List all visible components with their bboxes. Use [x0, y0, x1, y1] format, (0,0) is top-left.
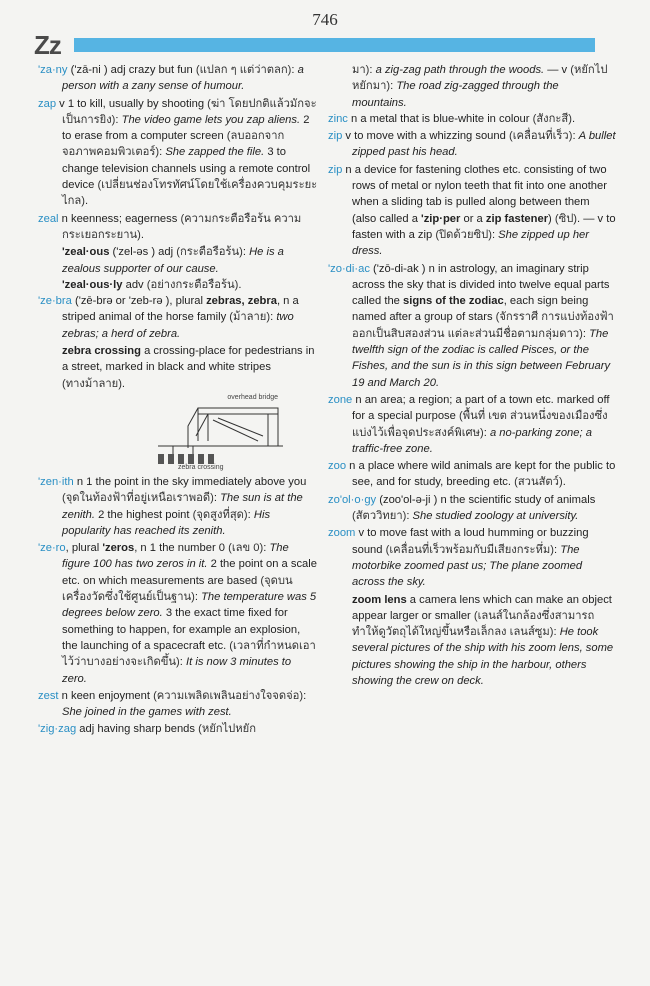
plural-form: zebras, zebra	[206, 295, 277, 308]
thai-gloss: (ม้าลาย)	[229, 311, 271, 324]
entry-zip-noun	[328, 162, 616, 260]
sep: :	[553, 626, 560, 639]
sep: .	[238, 278, 242, 291]
definition: , plural	[65, 542, 103, 555]
definition: a crossing-place for pedestrians in a street, marked in black and white stripes	[62, 345, 315, 374]
example: It is now 3 minutes to zero.	[62, 656, 292, 685]
entry-zinc	[328, 111, 616, 127]
example: She studied zoology at university.	[412, 510, 579, 523]
definition: n a metal that is blue-white in colour	[347, 112, 533, 125]
example: The figure 100 has two zeros in it.	[62, 542, 289, 571]
thai-gloss: (เปลี่ยนช่องโทรทัศน์โดยใช้เครื่องควบคุมระยะไกล)	[62, 179, 318, 208]
example: a zig-zag path through the woods.	[375, 64, 545, 76]
definition: )	[548, 212, 555, 225]
left-column	[38, 62, 318, 739]
sep: .	[121, 377, 126, 390]
example: He took several pictures of the ship with his zoom lens, some pictures showing the ship in the harbour, others showing the crew on deck.	[352, 626, 614, 687]
headword: 'zo·di·ac	[328, 262, 370, 275]
definition: 2 the highest point	[94, 508, 193, 521]
variant-form: 'zip·per	[421, 212, 461, 225]
definition: 2 the point on a scale etc. on which measurements are based	[62, 558, 317, 587]
sep: :	[303, 689, 307, 702]
letter-heading: Zz	[34, 30, 61, 60]
definition: , each sign being named after a group of stars	[352, 295, 589, 324]
definition: a camera lens which can make an object appear larger or smaller	[352, 593, 612, 622]
example: She zapped the file.	[165, 146, 265, 159]
definition: n a place where wild animals are kept for the public to see, and for study, breeding etc.	[346, 460, 616, 489]
sep: :	[194, 591, 202, 604]
headword: 'zig·zag	[38, 723, 77, 736]
entry-zip-verb	[328, 128, 616, 161]
definition: 3 to change television channels using a remote control device	[62, 146, 311, 192]
headword: zoom	[328, 527, 356, 540]
thai-gloss: (หยักไปหยักมา)	[352, 64, 608, 93]
definition: — v	[544, 64, 571, 76]
definition: n an area; a region; a part of a town etc. marked off for a special purpose	[352, 393, 610, 423]
thai-gloss: (พื้นที่ เขต ส่วนหนึ่งของเมืองซึ่งแบ่งไว้เพื่อจุดประสงค์พิเศษ)	[352, 410, 608, 439]
entry-zany	[38, 62, 318, 95]
headword: zeal	[38, 212, 59, 225]
example: She joined in the games with zest.	[62, 706, 232, 719]
sep: .	[571, 112, 576, 125]
sep: :	[582, 327, 590, 340]
example: His popularity has reached its zenith.	[62, 508, 271, 537]
headword: 'zen·ith	[38, 475, 74, 488]
definition: . — v to fasten with a zip	[352, 212, 616, 241]
thai-gloss: มา)	[352, 64, 370, 76]
headword: 'ze·bra	[38, 295, 72, 308]
definition: ('zē-brə or 'zeb-rə ), plural	[71, 295, 207, 308]
subentry-zebra-crossing	[38, 343, 318, 392]
sep: :	[247, 508, 254, 521]
example: a person with a zany sense of humour.	[62, 64, 304, 93]
definition: 2 to erase from a computer screen	[62, 113, 310, 143]
definition: adj having sharp bends	[76, 723, 199, 736]
entry-zigzag-continued	[328, 62, 616, 111]
thai-gloss: (หยักไปหยัก	[198, 723, 256, 736]
example: The temperature was 5 degrees below zero.	[62, 591, 317, 620]
example: The road zig-zagged through the mountains.	[352, 80, 559, 109]
sep: .	[562, 476, 566, 489]
sep: :	[369, 64, 376, 76]
subheadword: zoom lens	[352, 593, 407, 606]
example: The video game lets you zap aliens.	[121, 113, 301, 126]
sep: :	[390, 80, 397, 93]
entry-zap	[38, 96, 318, 210]
entry-zebra	[38, 293, 318, 342]
thai-gloss: (ปิดด้วยซิป)	[435, 228, 492, 241]
thai-gloss: (ซิป)	[554, 212, 578, 225]
example: The twelfth sign of the zodiac is called Pisces, or the Fishes, and the sun is in this sign between February 19 and March 20.	[352, 327, 611, 389]
subentry-zoom-lens	[328, 592, 616, 690]
sep: :	[270, 311, 277, 324]
thai-gloss: (แปลก ๆ แต่ว่าตลก)	[195, 64, 292, 76]
sep: .	[84, 195, 89, 208]
thai-gloss: (ความกระตือรือร้น ความกระเยอกระยาน)	[62, 212, 302, 241]
illustration-label-overhead-bridge: overhead bridge	[227, 393, 278, 401]
definition: n keenness; eagerness	[58, 212, 181, 225]
thai-gloss: (กระตือรือร้น)	[176, 246, 243, 259]
entry-zero	[38, 540, 318, 687]
right-column	[328, 62, 616, 689]
subheadword: 'zeal·ous	[62, 246, 110, 259]
subentry-zealously	[38, 277, 318, 293]
headword: zip	[328, 130, 343, 143]
definition: , n a striped animal of the horse family	[62, 295, 299, 324]
entry-zodiac	[328, 261, 616, 391]
sep: :	[554, 543, 561, 556]
headword: zap	[38, 97, 57, 110]
thai-gloss: (จุดในท้องฟ้าที่อยู่เหนือเราพอดี)	[62, 492, 214, 505]
thai-gloss: (เลนส์ในกล้องซึ่งสามารถทำให้ดูวัตถุได้ใหญ่ขึ้นหรือเล็กลง เลนส์ซูม)	[352, 609, 595, 639]
entry-zest	[38, 688, 318, 721]
headword: zo'ol·o·gy	[328, 493, 377, 506]
thai-gloss: (ทางม้าลาย)	[62, 377, 122, 390]
headword: zest	[38, 689, 59, 702]
thai-gloss: (เวลาที่กำหนดเอาไว้ว่าบางอย่างจะเกิดขึ้น)	[62, 639, 316, 669]
headword: zone	[328, 393, 353, 406]
sep: :	[483, 426, 490, 439]
thai-gloss: (ฆ่า โดยปกติแล้วมักจะเป็นการยิง)	[62, 97, 317, 126]
page-number: 746	[312, 10, 338, 29]
thai-gloss: (จักรราศี การแบ่งท้องฟ้าออกเป็นสิบสองส่วน แต่ละส่วนมีชื่อตามกลุ่มดาว)	[352, 311, 614, 340]
entry-zoo	[328, 458, 616, 491]
sep: .	[140, 228, 145, 241]
heading-bar	[74, 38, 595, 52]
example: She zipped up her dress.	[352, 228, 589, 258]
headword: zinc	[328, 112, 348, 125]
headword: 'za·ny	[38, 64, 68, 76]
definition: (zoo'ol-ə-ji ) n the scientific study of animals	[376, 493, 596, 506]
headword: zoo	[328, 460, 347, 473]
definition: or a	[460, 212, 486, 225]
bridge-illustration	[138, 393, 288, 472]
example: A bullet zipped past his head.	[352, 130, 616, 159]
definition: n keen enjoyment	[58, 689, 154, 702]
example: a no-parking zone; a traffic-free zone.	[352, 426, 592, 455]
sep: :	[263, 542, 270, 555]
subheadword: zebra crossing	[62, 345, 141, 358]
entry-zoom	[328, 525, 616, 590]
definition: 3 the exact time fixed for something to happen, for example an explosion, the launching of a spacecraft etc.	[62, 607, 301, 652]
subheadword: 'zeal·ous·ly	[62, 278, 123, 291]
thai-gloss: (ลบออกจากจอภาพคอมพิวเตอร์)	[62, 130, 285, 159]
definition: ('zel-əs ) adj	[109, 246, 177, 259]
entry-zone	[328, 392, 616, 457]
definition: n a device for fastening clothes etc. consisting of two rows of metal or nylon teeth that fit into one another when a sliding tab is pulled along between them (also called a	[342, 163, 607, 225]
definition: v to move with a whizzing sound	[342, 130, 509, 143]
sep: :	[491, 228, 499, 241]
sep: :	[159, 146, 166, 159]
bridge-drawing-icon	[138, 396, 288, 466]
sep: :	[572, 130, 579, 143]
thai-gloss: (จุดสูงที่สุด)	[192, 508, 248, 521]
headword: 'ze·ro	[38, 542, 66, 555]
sep: :	[213, 492, 221, 505]
example: The motorbike zoomed past us; The plane zoomed across the sky.	[352, 543, 583, 589]
thai-gloss: (จุดบนเครื่องวัดซึ่งใช้ศูนย์เป็นฐาน)	[62, 574, 293, 604]
thai-gloss: (เคลื่อนที่เร็วพร้อมกับมีเสียงกระหึ่ม)	[385, 543, 555, 556]
definition: v 1 to kill, usually by shooting	[56, 97, 208, 110]
thai-gloss: (สวนสัตว์)	[514, 476, 563, 489]
thai-gloss: (อย่างกระตือรือร้น)	[146, 278, 239, 291]
entry-zoology	[328, 492, 616, 525]
definition: n 1 the point in the sky immediately above you	[73, 475, 307, 488]
illustration-label-zebra-crossing: zebra crossing	[178, 463, 224, 471]
thai-gloss: (สัตววิทยา)	[352, 510, 407, 523]
sep: :	[179, 656, 187, 669]
sep: :	[115, 113, 122, 126]
thai-gloss: (เคลื่อนที่เร็ว)	[508, 130, 573, 143]
thai-gloss: (เลข 0)	[228, 542, 264, 555]
variant-form: zip fastener	[485, 212, 549, 225]
plural-form: 'zeros	[102, 542, 135, 555]
definition: ('zā-ni ) adj crazy but fun	[67, 64, 196, 76]
sep: :	[406, 510, 413, 523]
headword: zip	[328, 163, 343, 176]
example: He is a zealous supporter of our cause.	[62, 246, 284, 275]
subentry-zealous	[38, 244, 318, 277]
definition: , n 1 the number 0	[134, 542, 229, 555]
entry-zigzag	[38, 721, 318, 737]
definition: v to move fast with a loud humming or buzzing sound	[352, 527, 589, 556]
entry-zenith	[38, 474, 318, 539]
entry-zeal	[38, 211, 318, 244]
example: The sun is at the zenith.	[62, 492, 303, 521]
thai-gloss: (ความเพลิดเพลินอย่างใจจดจ่อ)	[153, 689, 304, 702]
thai-gloss: (สังกะสี)	[532, 112, 572, 125]
sep: :	[242, 246, 250, 259]
term: signs of the zodiac	[403, 295, 504, 308]
sep: :	[291, 64, 298, 76]
definition: adv	[122, 278, 147, 291]
definition: ('zō-di-ak ) n in astrology, an imaginary strip across the sky that is divided into twelve equal parts called the	[352, 262, 610, 308]
example: two zebras; a herd of zebra.	[62, 311, 294, 340]
